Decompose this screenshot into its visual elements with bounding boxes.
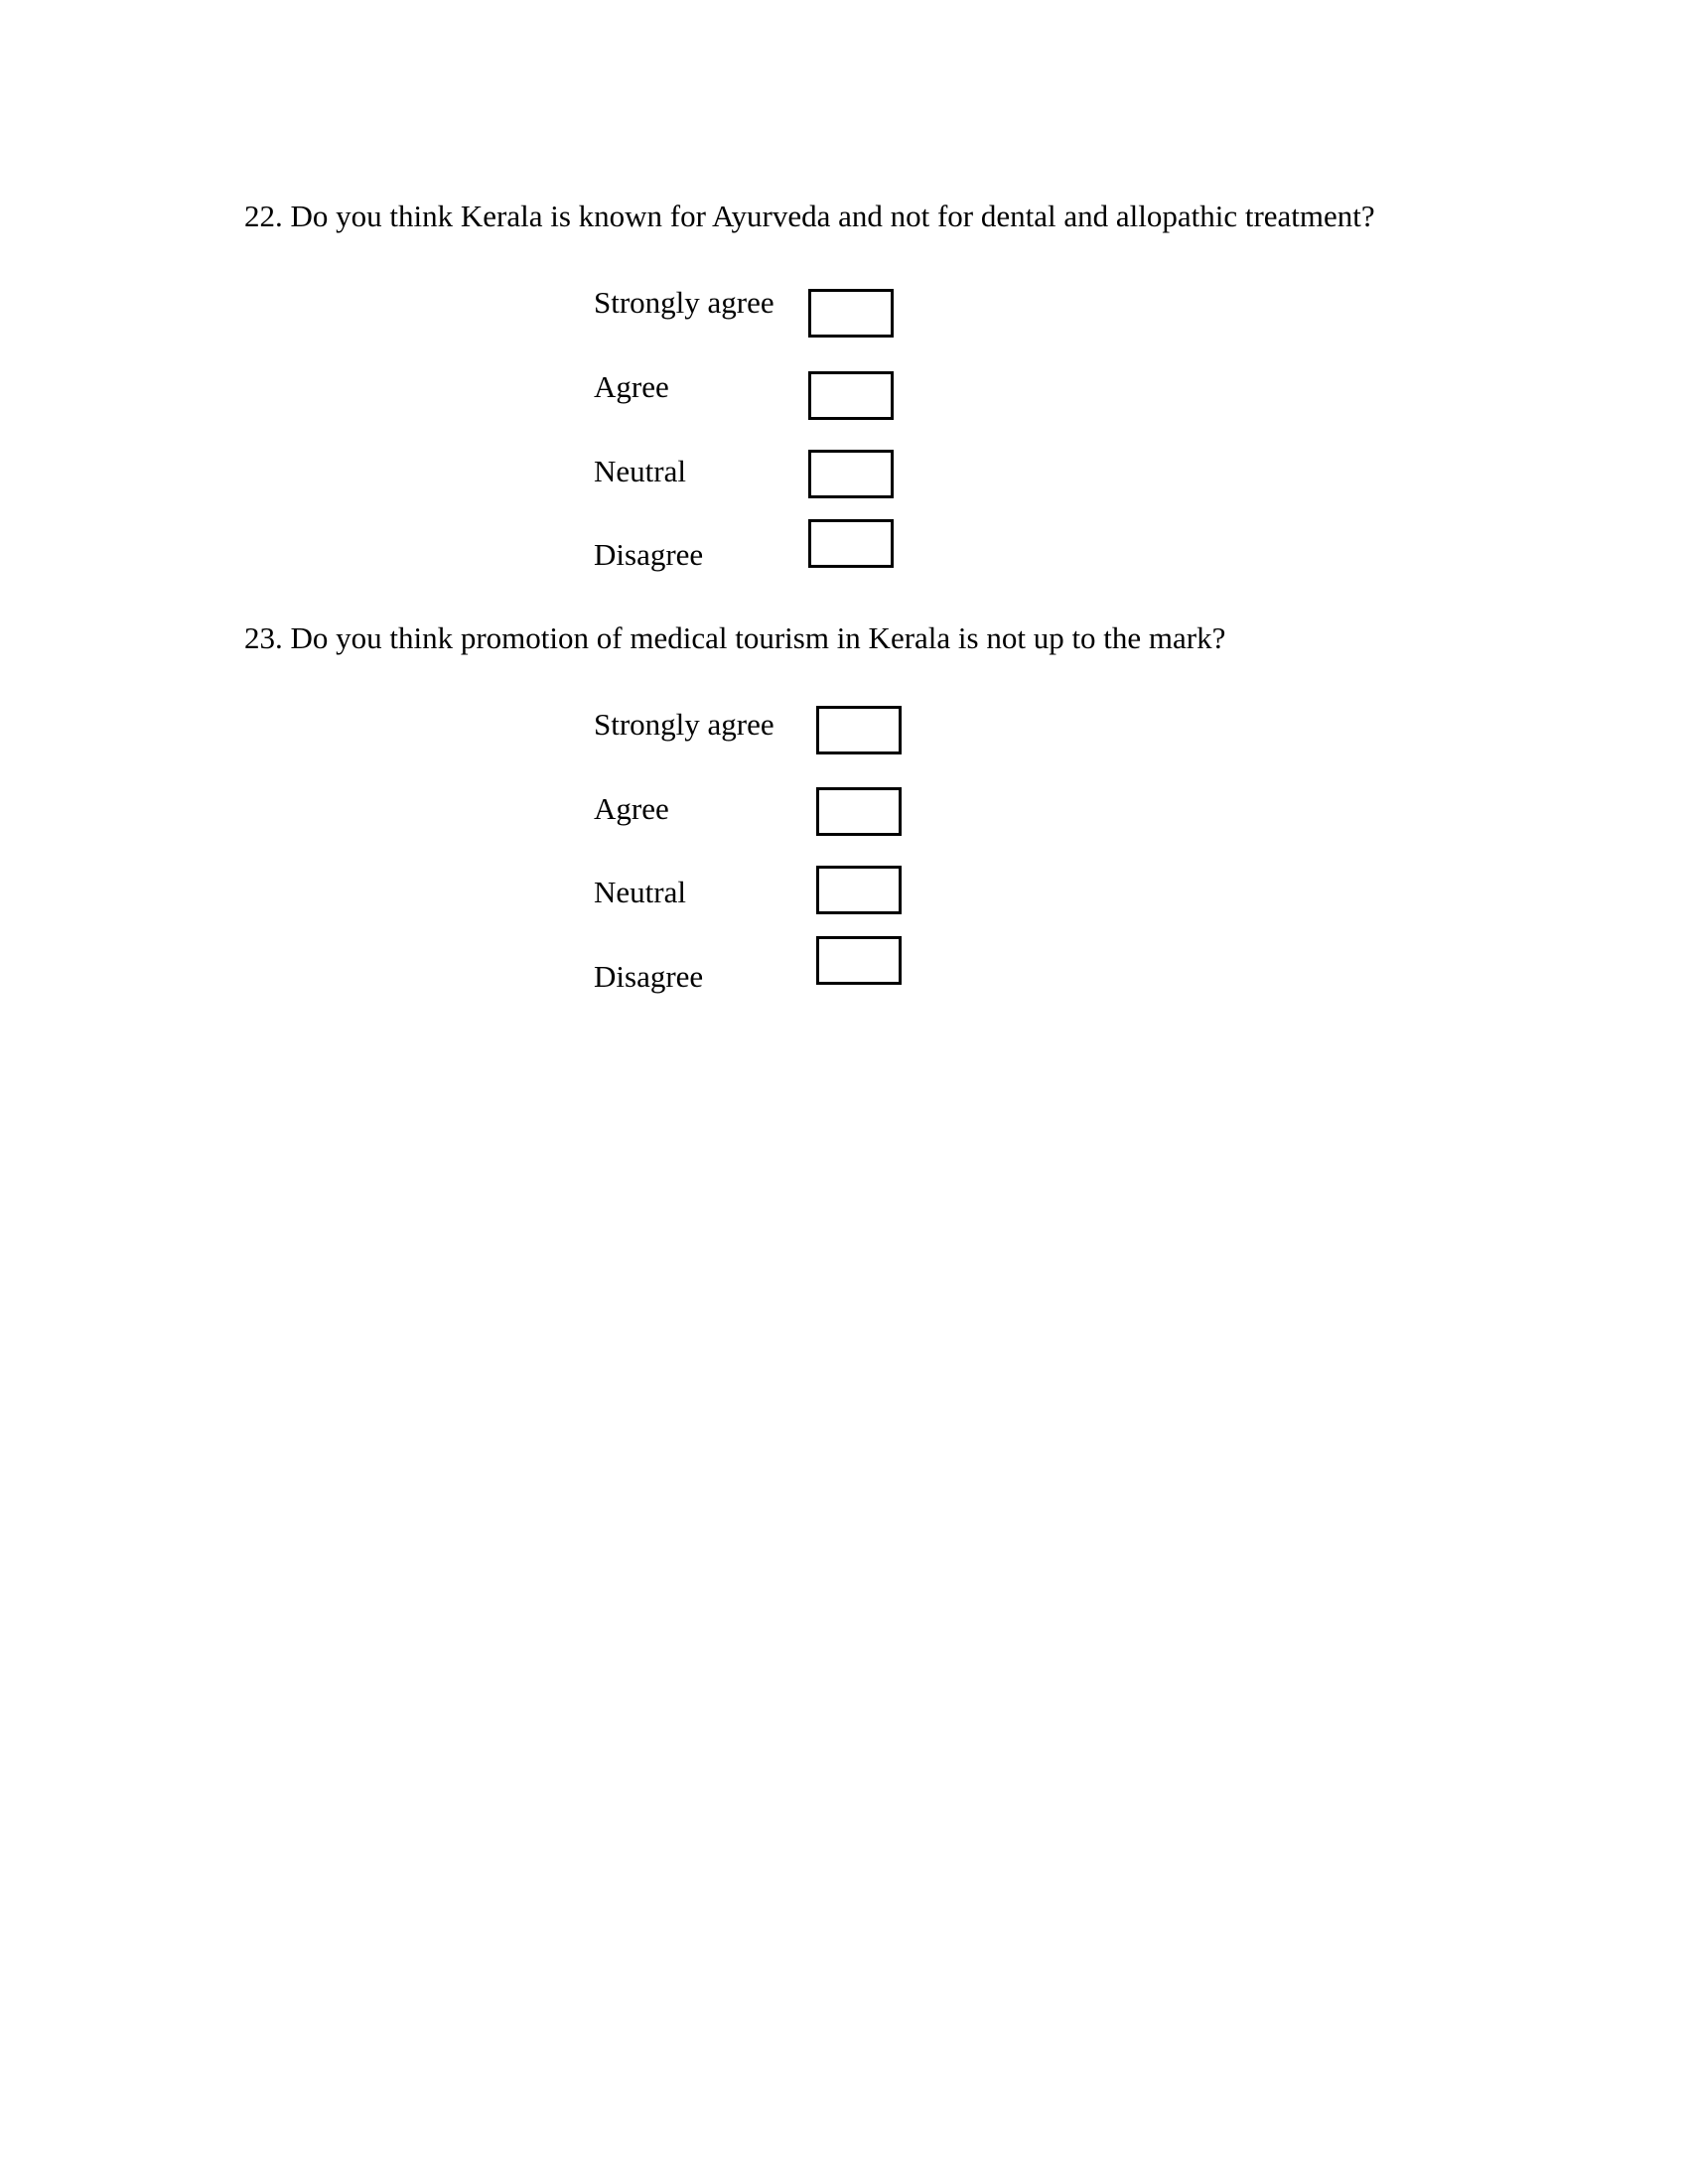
q23-option-agree-checkbox[interactable] [816, 787, 902, 836]
question-23-text: 23. Do you think promotion of medical tourism in Kerala is not up to the mark? [244, 620, 1226, 655]
q23-option-strongly-agree-label: Strongly agree [594, 707, 774, 742]
q23-option-disagree-label: Disagree [594, 959, 704, 994]
q22-option-disagree-checkbox[interactable] [808, 519, 894, 568]
q22-option-neutral-label: Neutral [594, 454, 686, 488]
q23-option-agree-label: Agree [594, 791, 669, 826]
q22-option-agree-checkbox[interactable] [808, 371, 894, 420]
q23-option-strongly-agree-checkbox[interactable] [816, 706, 902, 754]
q23-option-neutral-label: Neutral [594, 875, 686, 909]
q22-option-agree-label: Agree [594, 369, 669, 404]
q22-option-disagree-label: Disagree [594, 537, 704, 572]
q22-option-strongly-agree-checkbox[interactable] [808, 289, 894, 338]
q22-option-neutral-checkbox[interactable] [808, 450, 894, 498]
question-22-text: 22. Do you think Kerala is known for Ayurveda and not for dental and allopathic treatment? [244, 199, 1375, 233]
q23-option-disagree-checkbox[interactable] [816, 936, 902, 985]
q22-option-strongly-agree-label: Strongly agree [594, 285, 774, 320]
q23-option-neutral-checkbox[interactable] [816, 866, 902, 914]
